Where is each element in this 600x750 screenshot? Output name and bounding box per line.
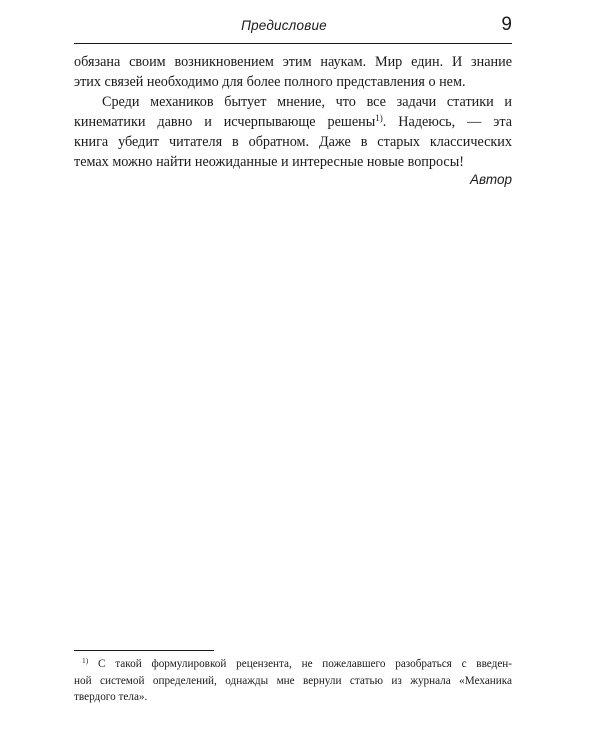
paragraph-2-line-3: книга убедит читателя в обратном. Даже в старых классических <box>74 134 512 150</box>
footnote-marker: 1) <box>82 656 89 665</box>
running-head <box>74 14 512 40</box>
header-rule <box>74 43 512 44</box>
paragraph-2-line-2-text: кинематики давно и исчерпывающе решены <box>74 114 376 130</box>
footnote-line-1-text: С такой формулировкой рецензента, не пожелавшего разобраться с введен- <box>88 658 512 670</box>
paragraph-1-line-1: обязана своим возникновением этим наукам. Мир един. И знание <box>74 54 512 70</box>
author-signature: Автор <box>469 172 512 187</box>
footnote-rule <box>74 650 214 651</box>
page-number: 9 <box>501 14 512 35</box>
paragraph-1 <box>74 52 512 92</box>
running-title: Предисловие <box>241 18 327 33</box>
footnote-line-1 <box>74 656 512 673</box>
footnote-line-3: твердого тела». <box>74 691 148 703</box>
paragraph-2-line-1: Среди механиков бытует мнение, что все задачи статики и <box>102 94 512 110</box>
body-text <box>74 52 512 172</box>
footnote <box>74 656 512 706</box>
footnote-line-2: ной системой определений, однажды мне вернули статью из журнала «Механика <box>74 674 512 687</box>
paragraph-2-line-2 <box>74 112 512 132</box>
footnote-reference: 1) <box>375 113 383 123</box>
paragraph-1-line-2: этих связей необходимо для более полного представления о нем. <box>74 74 466 90</box>
paragraph-2 <box>74 92 512 172</box>
paragraph-2-line-4: темах можно найти неожиданные и интересные новые вопросы! <box>74 154 464 170</box>
paragraph-2-line-2-tail: . Надеюсь, — эта <box>382 114 512 130</box>
